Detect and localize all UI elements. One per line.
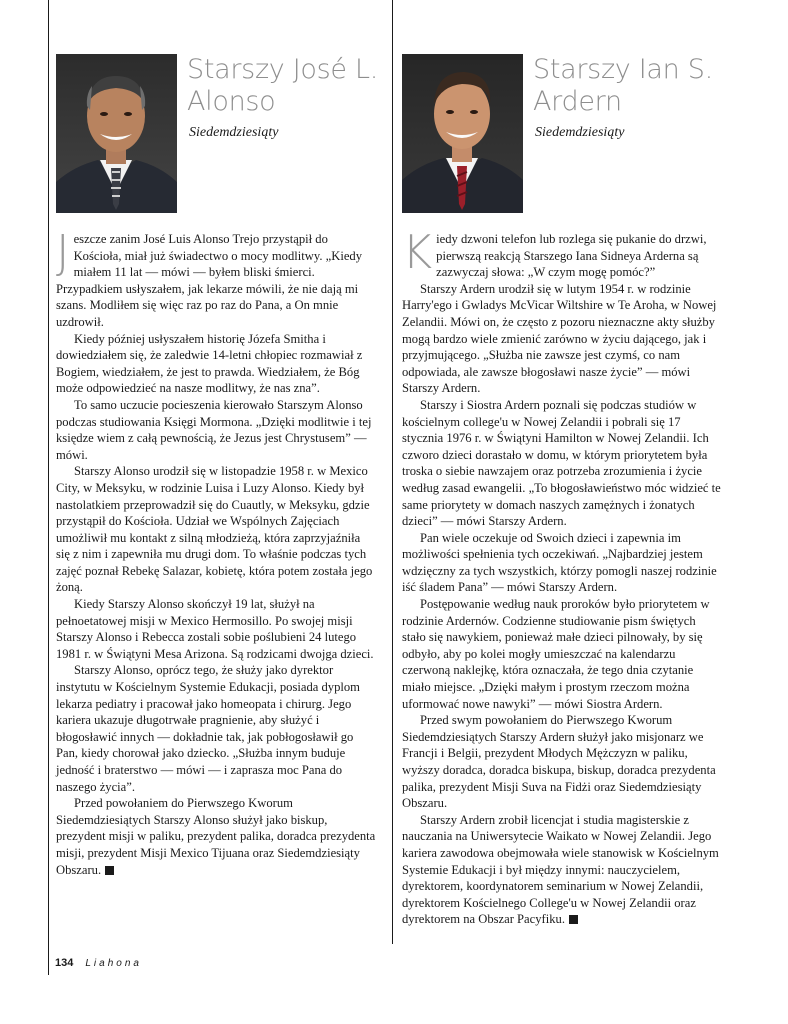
paragraph: Przed swym powołaniem do Pierwszego Kworum Siedemdziesiątych Starszy Ardern służył jako misjonarz we Francji i Belgii, prezydent Młodych Mężczyzn w paliku, wyższy doradca, doradca biskupa, biskup, doradca prezydenta palika, prezydent Misji Suva na Fidżi oraz Siedemdziesiąty Obszaru. [402,713,716,811]
paragraph: Kiedy później usłyszałem historię Józefa Smitha i dowiedziałem się, że zaledwie 14-letni chłopiec rozmawiał z Bogiem, wiedziałem, że jest to prawda. Wiedziałem, że Bóg może odpowiedzieć na nasze modlitwy, że nas zna”. [56,331,363,396]
left-margin-rule [48,0,49,975]
article-body [56,225,376,878]
paragraph: Postępowanie według nauk proroków było priorytetem w rodzinie Ardernów. Codzienne studiowanie pism świętych stało się nawykiem, ponieważ małe dzieci pilnowały, by się odbyło, aby po kolei mogły umieszczać na kalendarzu czerwoną naklejkę, która oznaczała, że tego dnia czytanie miało miejsce. „Dzięki małym i prostym rzeczom można uformować nowe nawyki” — mówi Siostra Ardern. [402,597,710,711]
paragraph: To samo uczucie pocieszenia kierowało Starszym Alonso podczas studiowania Księgi Mormona. „Dzięki modlitwie i tej księdze wiem z całą pewnością, że Jezus jest Chrystusem” — mówi. [56,397,372,462]
paragraph: Starszy Alonso urodził się w listopadzie 1958 r. w Mexico City, w Meksyku, w rodzinie Luisa i Luzy Alonso. Kiedy był nastolatkiem przeprowadził się do Cuautly, w Meksyku, gdzie przystąpił do Kościoła. Udział we Wspólnych Zajęciach umożliwił mu kontakt z silną młodzieżą, która zaprzyjaźniła się z nim i zapewniła mu drugi dom. To właśnie podczas tych zajęć poznał Rebekę Salazar, kobietę, która potem została jego żoną. [56,464,373,595]
portrait-photo-alonso [56,54,177,213]
portrait-photo-ardern [402,54,523,213]
end-of-article-mark [105,866,114,875]
article-body [402,225,722,928]
paragraph: Pan wiele oczekuje od Swoich dzieci i zapewnia im możliwości spełnienia tych oczekiwań. „Najbardziej jestem wdzięczny za tych wszystkich, którzy pomogli naszej rodzinie iść śladem Pana” — mówi Starszy Ardern. [402,530,717,595]
profile-name: Starszy José L. Alonso [187,54,379,117]
paragraph: Starszy Ardern urodził się w lutym 1954 r. w rodzinie Harry'ego i Gwladys McVicar Wiltshire w Te Aroha, w Nowej Zelandii. Mówi on, że często z pozoru nieznaczne akty służby mogą bardzo wiele zmienić zarówno w życiu dającego, jak i przyjmującego. „Służba nie zawsze jest czymś, co nam odpowiada, ale zawsze błogosławi nasze życie” — mówi Starszy Ardern. [402,281,717,396]
page-number: 134 [55,957,74,969]
paragraph: Jeszcze zanim José Luis Alonso Trejo przystąpił do Kościoła, miał już świadectwo o mocy modlitwy. „Kiedy miałem 11 lat — mówi — byłem bliski śmierci. Przypadkiem usłyszałem, jak lekarze mówili, że nie dają mi szans. Modliłem się więc raz po raz do Pana, a On mnie uzdrowił. [56,225,363,329]
article-alonso [56,54,379,877]
profile-role: Siedemdziesiąty [535,125,625,140]
page-footer [55,957,142,969]
drop-cap: K [402,225,433,279]
end-of-article-mark [569,915,578,924]
paragraph: Starszy i Siostra Ardern poznali się podczas studiów w kościelnym college'u w Nowej Zelandii i pobrali się 17 stycznia 1976 r. w Świątyni Hamilton w Nowej Zelandii. Ich czworo dzieci dorastało w domu, w którym priorytetem była troska o siebie nawzajem oraz potrzeba zrozumienia i życie według zasad ewangelii. „To błogosławieństwo móc widzieć te same priorytety w domach naszych zamężnych i żonatych dzieci” — mówi Starszy Ardern. [402,397,721,529]
article-ardern [402,54,722,927]
paragraph: Starszy Alonso, oprócz tego, że służy jako dyrektor instytutu w Kościelnym Systemie Edukacji, posiada dyplom lekarza pediatry i pracował jako homeopata i chirurg. Jego kariera ukazuje długotrwałe pragnienie, aby służyć i błogosławić innych — dokładnie tak, jak pobłogosławił go Pan, kiedy chorował jako dziecko. „Służba innym buduje jedność i braterstwo — mówi — i zaprasza moc Pana do naszego życia”. [56,663,360,794]
magazine-name: Liahona [85,958,142,969]
paragraph: Starszy Ardern zrobił licencjat i studia magisterskie z nauczania na Uniwersytecie Waikato w Nowej Zelandii. Jego kariera zawodowa obejmowała wiele stanowisk w Kościelnym Systemie Edukacji i był między innymi: nauczycielem, dyrektorem, koordynatorem seminarium w Nowej Zelandii, dyrektorem Kościelnego College'u w Nowej Zelandii oraz dyrektorem na Obszar Pacyfiku. [402,812,719,927]
paragraph: Kiedy Starszy Alonso skończył 19 lat, służył na pełnoetatowej misji w Mexico Hermosillo. Po swojej misji Starszy Alonso i Rebecca zostali sobie poślubieni 24 lutego 1981 r. w Świątyni Mesa Arizona. Są rodzicami dwojga dzieci. [56,597,374,661]
column-divider [392,0,393,944]
drop-cap: J [56,225,70,279]
profile-header [402,54,722,214]
paragraph: Kiedy dzwoni telefon lub rozlega się pukanie do drzwi, pierwszą reakcją Starszego Iana Sidneya Arderna są zazwyczaj słowa: „W czym mogę pomóc?” [402,225,707,280]
profile-role: Siedemdziesiąty [189,125,279,140]
profile-name: Starszy Ian S. Ardern [533,54,713,117]
paragraph: Przed powołaniem do Pierwszego Kworum Siedemdziesiątych Starszy Alonso służył jako biskup, prezydent misji w paliku, prezydent palika, doradca prezydenta misji, prezydent Misji Mexico Tijuana oraz Siedemdziesiąty Obszaru. [56,796,376,877]
profile-header [56,54,379,214]
